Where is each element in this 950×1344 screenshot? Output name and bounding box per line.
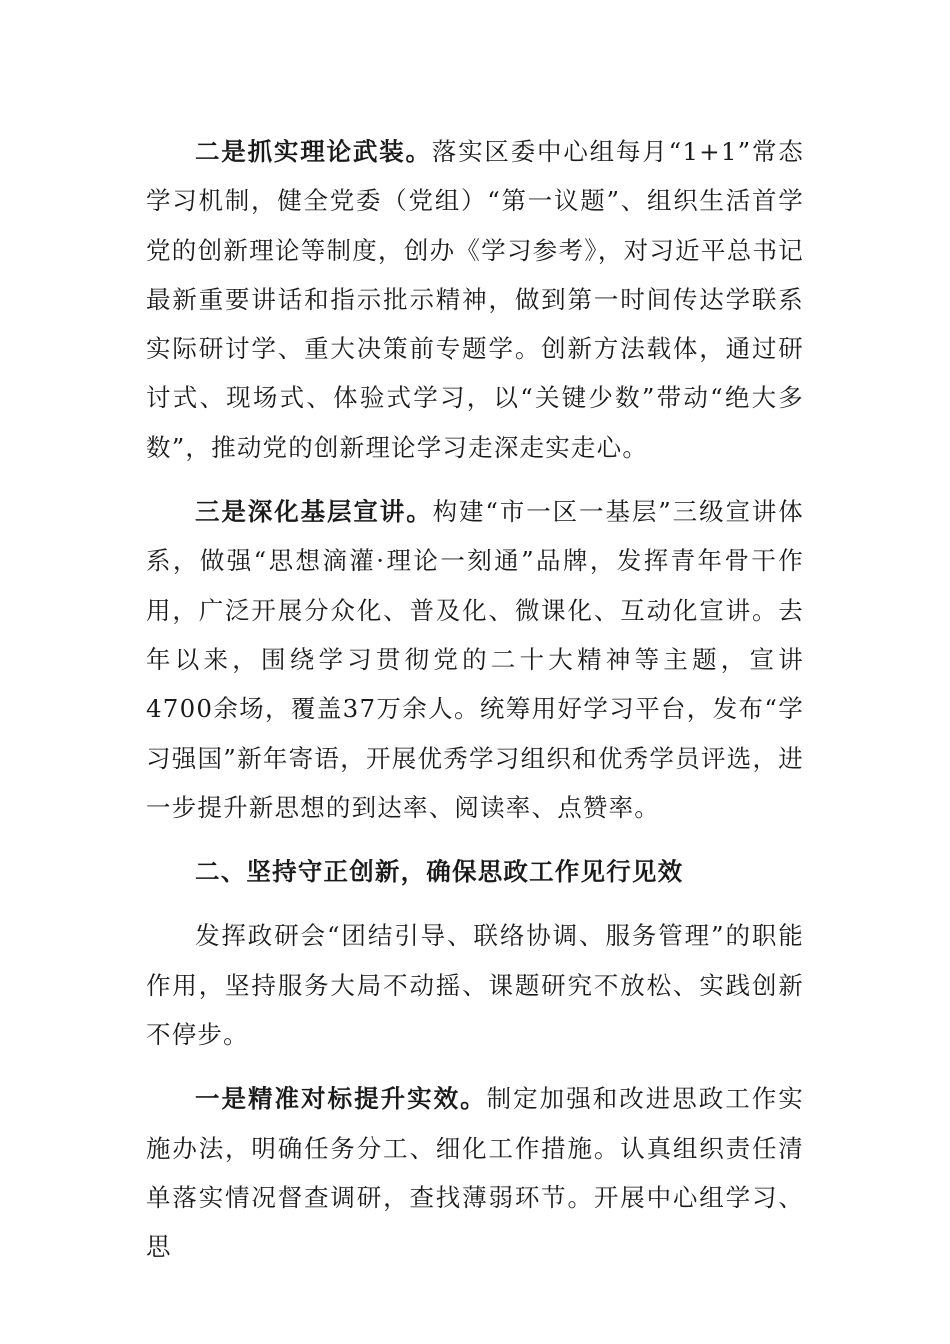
paragraph-intro: 发挥政研会“团结引导、联络协调、服务管理”的职能作用，坚持服务大局不动摇、课题研究不放松、实践创新不停步。: [146, 921, 804, 1050]
paragraph-text: 制定加强和改进思政工作实施办法，明确任务分工、细化工作措施。认真组织责任清单落实情况督查调研，查找薄弱环节。开展中心组学习、思: [146, 1084, 805, 1262]
paragraph-theory-study: [146, 127, 804, 472]
paragraph-grassroots-lectures: [146, 487, 804, 832]
paragraph-lead: 一是精准对标提升实效。: [195, 1084, 487, 1114]
section-heading: 二、坚持守正创新，确保思政工作见行见效: [195, 857, 684, 887]
paragraph-targeted-effectiveness: [146, 1074, 804, 1271]
paragraph-lead: 三是深化基层宣讲。: [195, 497, 433, 527]
document-body: [146, 127, 804, 1272]
paragraph-lead: 二是抓实理论武装。: [195, 137, 432, 166]
paragraph-text: 落实区委中心组每月“1+1”常态学习机制，健全党委（党组）“第一议题”、组织生活首学党的创新理论等制度，创办《学习参考》，对习近平总书记最新重要讲话和指示批示精神，做到第一时间传达学联系实际研讨学、重大决策前专题学。创新方法载体，通过研讨式、现场式、体验式学习，以“关键少数”带动“绝大多数”，推动党的创新理论学习走深走实走心。: [146, 137, 804, 462]
paragraph-text: 构建“市一区一基层”三级宣讲体系，做强“思想滴灌·理论一刻通”品牌，发挥青年骨干作用，广泛开展分众化、普及化、微课化、互动化宣讲。去年以来，围绕学习贯彻党的二十大精神等主题，宣讲4700余场，覆盖37万余人。统筹用好学习平台，发布“学习强国”新年寄语，开展优秀学习组织和优秀学员评选，进一步提升新思想的到达率、阅读率、点赞率。: [146, 497, 804, 822]
